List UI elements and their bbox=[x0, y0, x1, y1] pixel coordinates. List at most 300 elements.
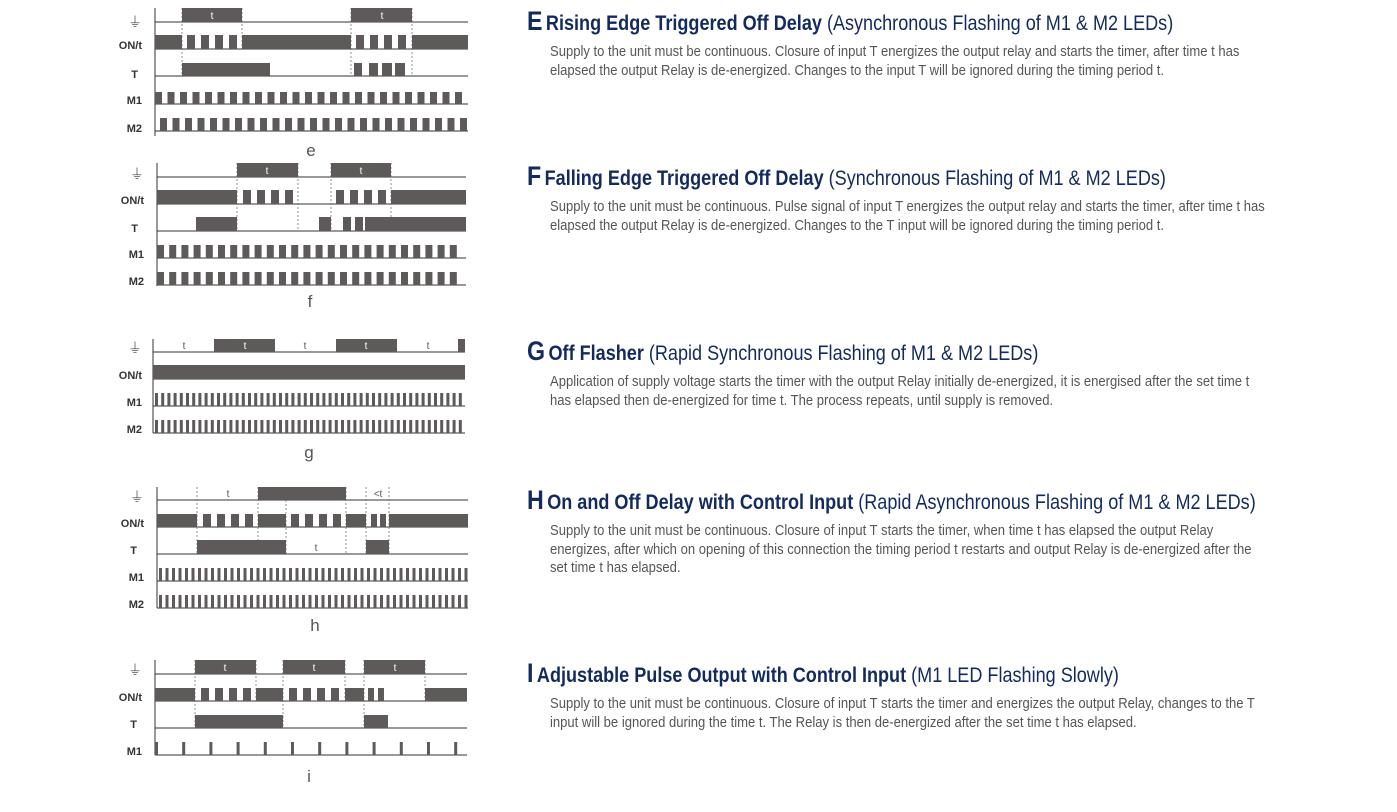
m1-led-pulse bbox=[345, 742, 348, 755]
m2-led-pulses bbox=[157, 272, 457, 285]
output-flash bbox=[319, 514, 327, 527]
m1-led-pulse bbox=[293, 92, 300, 104]
m2-led-pulse bbox=[347, 420, 350, 433]
m2-led-pulse bbox=[235, 118, 242, 131]
m1-led-pulse bbox=[205, 393, 208, 406]
section-title bbox=[527, 163, 1198, 192]
supply-label: ⏚ bbox=[128, 14, 142, 30]
m1-led-pulse bbox=[367, 568, 370, 581]
m2-led-pulse bbox=[260, 420, 263, 433]
m2-led-pulse bbox=[279, 272, 286, 285]
m2-led-pulse bbox=[285, 420, 288, 433]
m2-led-pulse bbox=[389, 272, 396, 285]
m2-led-pulses bbox=[155, 420, 462, 433]
timing-label: t bbox=[359, 166, 363, 177]
m2-led-pulse bbox=[211, 420, 214, 433]
m1-led-pulse bbox=[169, 245, 176, 258]
m2-led-pulse bbox=[260, 118, 267, 131]
output-high bbox=[391, 190, 466, 204]
m2-led-pulse bbox=[210, 118, 217, 131]
m1-led-pulse bbox=[377, 245, 384, 258]
m1-led-pulse bbox=[157, 245, 164, 258]
mode-name: Rising Edge Triggered Off Delay bbox=[545, 12, 822, 35]
m1-led-pulse bbox=[255, 245, 262, 258]
output-high bbox=[258, 514, 286, 527]
m1-led-pulse bbox=[458, 568, 461, 581]
m2-led-pulse bbox=[434, 420, 437, 433]
m1-led-pulse bbox=[218, 568, 221, 581]
m1-led-pulse bbox=[291, 245, 298, 258]
m1-led-pulse bbox=[459, 393, 462, 406]
m1-led-pulse bbox=[415, 393, 418, 406]
output-flash bbox=[317, 688, 325, 701]
output-flash bbox=[215, 688, 223, 701]
m2-led-pulse bbox=[452, 595, 455, 608]
m2-led-pulse bbox=[450, 272, 457, 285]
timing-label: t bbox=[210, 11, 214, 22]
output-flash bbox=[331, 688, 339, 701]
m1-led-pulse bbox=[405, 92, 412, 104]
m1-led-pulse bbox=[198, 568, 201, 581]
m1-led-pulse bbox=[155, 92, 162, 104]
output-flash bbox=[303, 688, 311, 701]
m2-led-pulse bbox=[393, 595, 396, 608]
m2-led-pulse bbox=[283, 595, 286, 608]
m2-led-pulse bbox=[387, 595, 390, 608]
m2-led-pulse bbox=[231, 595, 234, 608]
m2-led-pulse bbox=[340, 272, 347, 285]
timing-label: t bbox=[393, 663, 397, 674]
m1-led-pulse bbox=[186, 393, 189, 406]
m2-led-pulse bbox=[415, 420, 418, 433]
section-title bbox=[527, 338, 1198, 367]
m2-led-pulse bbox=[335, 595, 338, 608]
m2-led-pulse bbox=[440, 420, 443, 433]
output-flash bbox=[356, 35, 364, 49]
m1-led-pulse bbox=[354, 568, 357, 581]
m1-led-pulse bbox=[285, 393, 288, 406]
output-flash bbox=[291, 514, 299, 527]
supply-label: ⏚ bbox=[130, 489, 144, 505]
m1-led-pulse bbox=[418, 92, 425, 104]
m1-led-pulse bbox=[373, 742, 376, 755]
mode-name: Adjustable Pulse Output with Control Input bbox=[536, 664, 907, 687]
timing-diagram-h bbox=[100, 484, 480, 644]
input-t-high bbox=[197, 540, 286, 554]
m1-led-pulse bbox=[198, 393, 201, 406]
supply-pulse bbox=[258, 487, 346, 500]
m1-led-pulse bbox=[180, 92, 187, 104]
signal-label-t: T bbox=[131, 223, 138, 235]
m1-led-pulse bbox=[328, 568, 331, 581]
m1-led-pulse bbox=[361, 568, 364, 581]
m2-led-pulse bbox=[403, 420, 406, 433]
signal-label-m1: M1 bbox=[126, 95, 142, 107]
m1-led-pulse bbox=[384, 393, 387, 406]
m1-led-pulse bbox=[445, 568, 448, 581]
m2-led-pulse bbox=[159, 595, 162, 608]
m2-led-pulse bbox=[426, 595, 429, 608]
m1-led-pulse bbox=[330, 92, 337, 104]
timing-label: t bbox=[314, 543, 318, 554]
m2-led-pulse bbox=[180, 420, 183, 433]
section-title bbox=[527, 485, 1256, 516]
m2-led-pulse bbox=[255, 272, 262, 285]
m2-led-pulse bbox=[181, 272, 188, 285]
output-high bbox=[256, 688, 283, 701]
output-flash bbox=[215, 35, 223, 49]
m1-led-pulse bbox=[291, 393, 294, 406]
m2-led-pulse bbox=[186, 420, 189, 433]
timing-label: t bbox=[312, 663, 316, 674]
section-f-description bbox=[527, 163, 1307, 235]
mode-subtitle: (Asynchronous Flashing of M1 & M2 LEDs) bbox=[826, 12, 1174, 35]
m1-led-pulse bbox=[209, 742, 212, 755]
m2-led-pulse bbox=[205, 595, 208, 608]
output-high bbox=[412, 35, 468, 49]
m1-led-pulse bbox=[315, 568, 318, 581]
section-e-description bbox=[527, 8, 1307, 80]
timing-label: t bbox=[265, 166, 269, 177]
m2-led-pulse bbox=[419, 595, 422, 608]
output-high bbox=[157, 514, 197, 527]
m1-led-pulse bbox=[318, 92, 325, 104]
signal-label-t: T bbox=[131, 69, 138, 81]
m1-led-pulses bbox=[155, 742, 457, 755]
m1-led-pulse bbox=[174, 393, 177, 406]
m2-led-pulse bbox=[413, 595, 416, 608]
m2-led-pulse bbox=[438, 272, 445, 285]
m1-led-pulse bbox=[406, 568, 409, 581]
signal-label-on-t: ON/t bbox=[118, 692, 142, 704]
m1-led-pulse bbox=[231, 568, 234, 581]
m1-led-pulse bbox=[341, 393, 344, 406]
m2-led-pulse bbox=[229, 420, 232, 433]
m1-led-pulse bbox=[413, 568, 416, 581]
m2-led-pulse bbox=[298, 118, 305, 131]
m1-led-pulses bbox=[155, 393, 462, 406]
output-flash bbox=[201, 35, 209, 49]
m1-led-pulse bbox=[236, 393, 239, 406]
m2-led-pulses bbox=[159, 595, 468, 608]
m2-led-pulse bbox=[465, 595, 468, 608]
signal-label-on-t: ON/t bbox=[120, 195, 144, 207]
output-flash bbox=[229, 35, 237, 49]
m1-led-pulse bbox=[273, 393, 276, 406]
m2-led-pulse bbox=[194, 272, 201, 285]
output-flash bbox=[368, 688, 374, 701]
m2-led-pulse bbox=[372, 420, 375, 433]
m1-led-pulse bbox=[355, 92, 362, 104]
diagram-caption: h bbox=[310, 616, 320, 635]
m1-led-pulse bbox=[430, 92, 437, 104]
m1-led-pulse bbox=[380, 92, 387, 104]
m2-led-pulse bbox=[303, 272, 310, 285]
supply-label: ⏚ bbox=[128, 662, 142, 678]
m2-led-pulse bbox=[435, 118, 442, 131]
output-flash bbox=[257, 190, 265, 204]
m2-led-pulse bbox=[160, 118, 167, 131]
output-flash bbox=[285, 190, 293, 204]
m1-led-pulse bbox=[335, 568, 338, 581]
m2-led-pulse bbox=[360, 118, 367, 131]
m1-led-pulse bbox=[194, 245, 201, 258]
m2-led-pulse bbox=[244, 595, 247, 608]
m1-led-pulse bbox=[179, 568, 182, 581]
m1-led-pulse bbox=[296, 568, 299, 581]
output-flash bbox=[203, 514, 211, 527]
m1-led-pulse bbox=[280, 92, 287, 104]
m1-led-pulse bbox=[267, 393, 270, 406]
output-flash bbox=[245, 514, 253, 527]
m1-led-pulse bbox=[335, 393, 338, 406]
output-flash bbox=[336, 190, 344, 204]
mode-subtitle: (M1 LED Flashing Slowly) bbox=[911, 664, 1119, 687]
input-t-high bbox=[364, 715, 388, 728]
m2-led-pulse bbox=[211, 595, 214, 608]
mode-description: Supply to the unit must be continuous. Closure of input T starts the timer and energizes the output Relay, changes to the T input will be ignored during the time t. The Relay is then de-energized after the set time t has elapsed. bbox=[550, 695, 1255, 731]
m2-led-pulse bbox=[263, 595, 266, 608]
m1-led-pulse bbox=[422, 393, 425, 406]
m2-led-pulse bbox=[250, 595, 253, 608]
m1-led-pulses bbox=[159, 568, 468, 581]
m2-led-pulse bbox=[179, 595, 182, 608]
m2-led-pulse bbox=[218, 272, 225, 285]
m1-led-pulse bbox=[182, 742, 185, 755]
m2-led-pulse bbox=[279, 420, 282, 433]
m2-led-pulse bbox=[422, 420, 425, 433]
supply-pulse bbox=[458, 339, 465, 352]
m1-led-pulse bbox=[224, 568, 227, 581]
m2-led-pulse bbox=[205, 420, 208, 433]
m2-led-pulse bbox=[169, 272, 176, 285]
m1-led-pulse bbox=[193, 92, 200, 104]
m2-led-pulse bbox=[198, 420, 201, 433]
m1-led-pulse bbox=[270, 568, 273, 581]
signal-label-m1: M1 bbox=[128, 572, 144, 584]
m2-led-pulse bbox=[198, 118, 205, 131]
m2-led-pulse bbox=[380, 595, 383, 608]
m2-led-pulse bbox=[384, 420, 387, 433]
m1-led-pulse bbox=[428, 393, 431, 406]
m2-led-pulse bbox=[361, 595, 364, 608]
m1-led-pulse bbox=[166, 568, 169, 581]
m1-led-pulse bbox=[205, 92, 212, 104]
m1-led-pulse bbox=[419, 568, 422, 581]
timing-label: t bbox=[182, 341, 186, 352]
m2-led-pulse bbox=[397, 420, 400, 433]
m2-led-pulse bbox=[364, 272, 371, 285]
m2-led-pulse bbox=[224, 595, 227, 608]
m2-led-pulse bbox=[439, 595, 442, 608]
m1-led-pulse bbox=[387, 568, 390, 581]
mode-description: Supply to the unit must be continuous. Pulse signal of input T energizes the output relay and starts the timer, after time t has elapsed the output Relay is de-energized. Changes to the T input will be ignored during the timing period t. bbox=[550, 198, 1265, 234]
m2-led-pulse bbox=[316, 420, 319, 433]
supply-label: ⏚ bbox=[130, 166, 144, 182]
m2-led-pulse bbox=[448, 118, 455, 131]
m1-led-pulse bbox=[465, 568, 468, 581]
m2-led-pulse bbox=[373, 118, 380, 131]
m2-led-pulse bbox=[446, 420, 449, 433]
m1-led-pulse bbox=[229, 393, 232, 406]
mode-subtitle: (Rapid Asynchronous Flashing of M1 & M2 LEDs) bbox=[858, 491, 1256, 514]
m1-led-pulse bbox=[230, 92, 237, 104]
m1-led-pulse bbox=[192, 393, 195, 406]
m2-led-pulse bbox=[270, 595, 273, 608]
m1-led-pulse bbox=[267, 245, 274, 258]
signal-label-m2: M2 bbox=[128, 276, 144, 288]
signal-label-t: T bbox=[130, 719, 137, 731]
signal-label-m2: M2 bbox=[126, 123, 142, 135]
input-t-high bbox=[366, 540, 389, 554]
section-g-description bbox=[527, 338, 1307, 410]
m2-led-pulse bbox=[410, 118, 417, 131]
timing-label: t bbox=[226, 489, 230, 500]
m2-led-pulse bbox=[445, 595, 448, 608]
signal-label-m1: M1 bbox=[126, 397, 142, 409]
output-flash bbox=[370, 35, 378, 49]
m1-led-pulse bbox=[298, 393, 301, 406]
m2-led-pulse bbox=[322, 420, 325, 433]
m2-led-pulse bbox=[353, 420, 356, 433]
signal-label-m1: M1 bbox=[128, 249, 144, 261]
output-flash bbox=[378, 190, 386, 204]
m1-led-pulses bbox=[155, 92, 462, 104]
signal-label-on-t: ON/t bbox=[118, 370, 142, 382]
m1-led-pulse bbox=[192, 568, 195, 581]
m2-led-pulse bbox=[348, 118, 355, 131]
m2-led-pulse bbox=[335, 420, 338, 433]
m1-led-pulse bbox=[393, 92, 400, 104]
m1-led-pulse bbox=[155, 742, 158, 755]
m2-led-pulse bbox=[198, 595, 201, 608]
m2-led-pulse bbox=[423, 118, 430, 131]
output-high bbox=[425, 688, 467, 701]
input-t-pulse bbox=[395, 63, 405, 76]
m2-led-pulse bbox=[352, 272, 359, 285]
section-letter: E bbox=[527, 6, 543, 36]
m2-led-pulse bbox=[460, 118, 467, 131]
m2-led-pulse bbox=[323, 118, 330, 131]
m1-led-pulse bbox=[322, 393, 325, 406]
m1-led-pulse bbox=[248, 393, 251, 406]
m2-led-pulse bbox=[322, 595, 325, 608]
output-high bbox=[157, 190, 237, 204]
m1-led-pulse bbox=[341, 568, 344, 581]
m2-led-pulse bbox=[360, 420, 363, 433]
m1-led-pulse bbox=[243, 92, 250, 104]
m2-led-pulse bbox=[391, 420, 394, 433]
m2-led-pulse bbox=[341, 595, 344, 608]
m1-led-pulse bbox=[181, 245, 188, 258]
m1-led-pulse bbox=[439, 568, 442, 581]
m1-led-pulses bbox=[157, 245, 457, 258]
m2-led-pulse bbox=[302, 595, 305, 608]
m2-led-pulse bbox=[276, 595, 279, 608]
m1-led-pulse bbox=[263, 568, 266, 581]
output-high bbox=[346, 514, 366, 527]
m1-led-pulse bbox=[303, 245, 310, 258]
m1-led-pulse bbox=[343, 92, 350, 104]
input-t-pulse bbox=[355, 217, 363, 231]
m2-led-pulse bbox=[366, 420, 369, 433]
m1-led-pulse bbox=[244, 568, 247, 581]
mode-subtitle: (Rapid Synchronous Flashing of M1 & M2 LEDs) bbox=[648, 342, 1039, 365]
output-flash bbox=[289, 688, 297, 701]
timing-label: t bbox=[426, 341, 430, 352]
m2-led-pulse bbox=[230, 272, 237, 285]
m2-led-pulse bbox=[406, 595, 409, 608]
input-t-high bbox=[195, 715, 283, 728]
m2-led-pulse bbox=[316, 272, 323, 285]
m2-led-pulse bbox=[273, 118, 280, 131]
m2-led-pulse bbox=[223, 420, 226, 433]
m2-led-pulse bbox=[401, 272, 408, 285]
diagram-caption: g bbox=[304, 443, 314, 462]
m1-led-pulse bbox=[425, 245, 432, 258]
output-flash bbox=[271, 190, 279, 204]
m2-led-pulse bbox=[378, 420, 381, 433]
signal-label-on-t: ON/t bbox=[118, 40, 142, 52]
m1-led-pulse bbox=[353, 393, 356, 406]
m2-led-pulse bbox=[285, 118, 292, 131]
output-high bbox=[242, 35, 351, 49]
m2-led-pulse bbox=[296, 595, 299, 608]
m1-led-pulse bbox=[364, 245, 371, 258]
output-flash bbox=[201, 688, 209, 701]
m2-led-pulse bbox=[348, 595, 351, 608]
m2-led-pulses bbox=[160, 118, 467, 131]
m2-led-pulse bbox=[254, 420, 257, 433]
m1-led-pulse bbox=[309, 568, 312, 581]
m2-led-pulse bbox=[248, 118, 255, 131]
output-flash bbox=[398, 35, 406, 49]
input-t-pulse bbox=[369, 63, 378, 76]
output-high bbox=[155, 688, 195, 701]
mode-description: Supply to the unit must be continuous. Closure of input T starts the timer, when time t has elapsed the output Relay energizes, after which on opening of this connection the timing period t restarts and output Relay is de-energized after the set time t has elapsed. bbox=[550, 522, 1252, 576]
m2-led-pulse bbox=[273, 420, 276, 433]
m1-led-pulse bbox=[446, 393, 449, 406]
m2-led-pulse bbox=[257, 595, 260, 608]
m1-led-pulse bbox=[360, 393, 363, 406]
m2-led-pulse bbox=[173, 118, 180, 131]
m2-led-pulse bbox=[310, 118, 317, 131]
input-t-high bbox=[196, 217, 237, 231]
m2-led-pulse bbox=[242, 420, 245, 433]
m1-led-pulse bbox=[316, 393, 319, 406]
diagram-caption: e bbox=[306, 141, 316, 160]
m2-led-pulse bbox=[329, 420, 332, 433]
m2-led-pulse bbox=[428, 420, 431, 433]
m1-led-pulse bbox=[291, 742, 294, 755]
m2-led-pulse bbox=[298, 420, 301, 433]
m1-led-pulse bbox=[310, 393, 313, 406]
m1-led-pulse bbox=[391, 393, 394, 406]
output-flash bbox=[243, 190, 251, 204]
timing-label: <t bbox=[373, 489, 383, 500]
m1-led-pulse bbox=[211, 568, 214, 581]
m1-led-pulse bbox=[409, 393, 412, 406]
m1-led-pulse bbox=[302, 568, 305, 581]
m2-led-pulse bbox=[432, 595, 435, 608]
m1-led-pulse bbox=[211, 393, 214, 406]
m2-led-pulse bbox=[425, 272, 432, 285]
mode-name: On and Off Delay with Control Input bbox=[547, 491, 854, 514]
m2-led-pulse bbox=[328, 272, 335, 285]
m1-led-pulse bbox=[397, 393, 400, 406]
m1-led-pulse bbox=[443, 92, 450, 104]
m1-led-pulse bbox=[254, 393, 257, 406]
